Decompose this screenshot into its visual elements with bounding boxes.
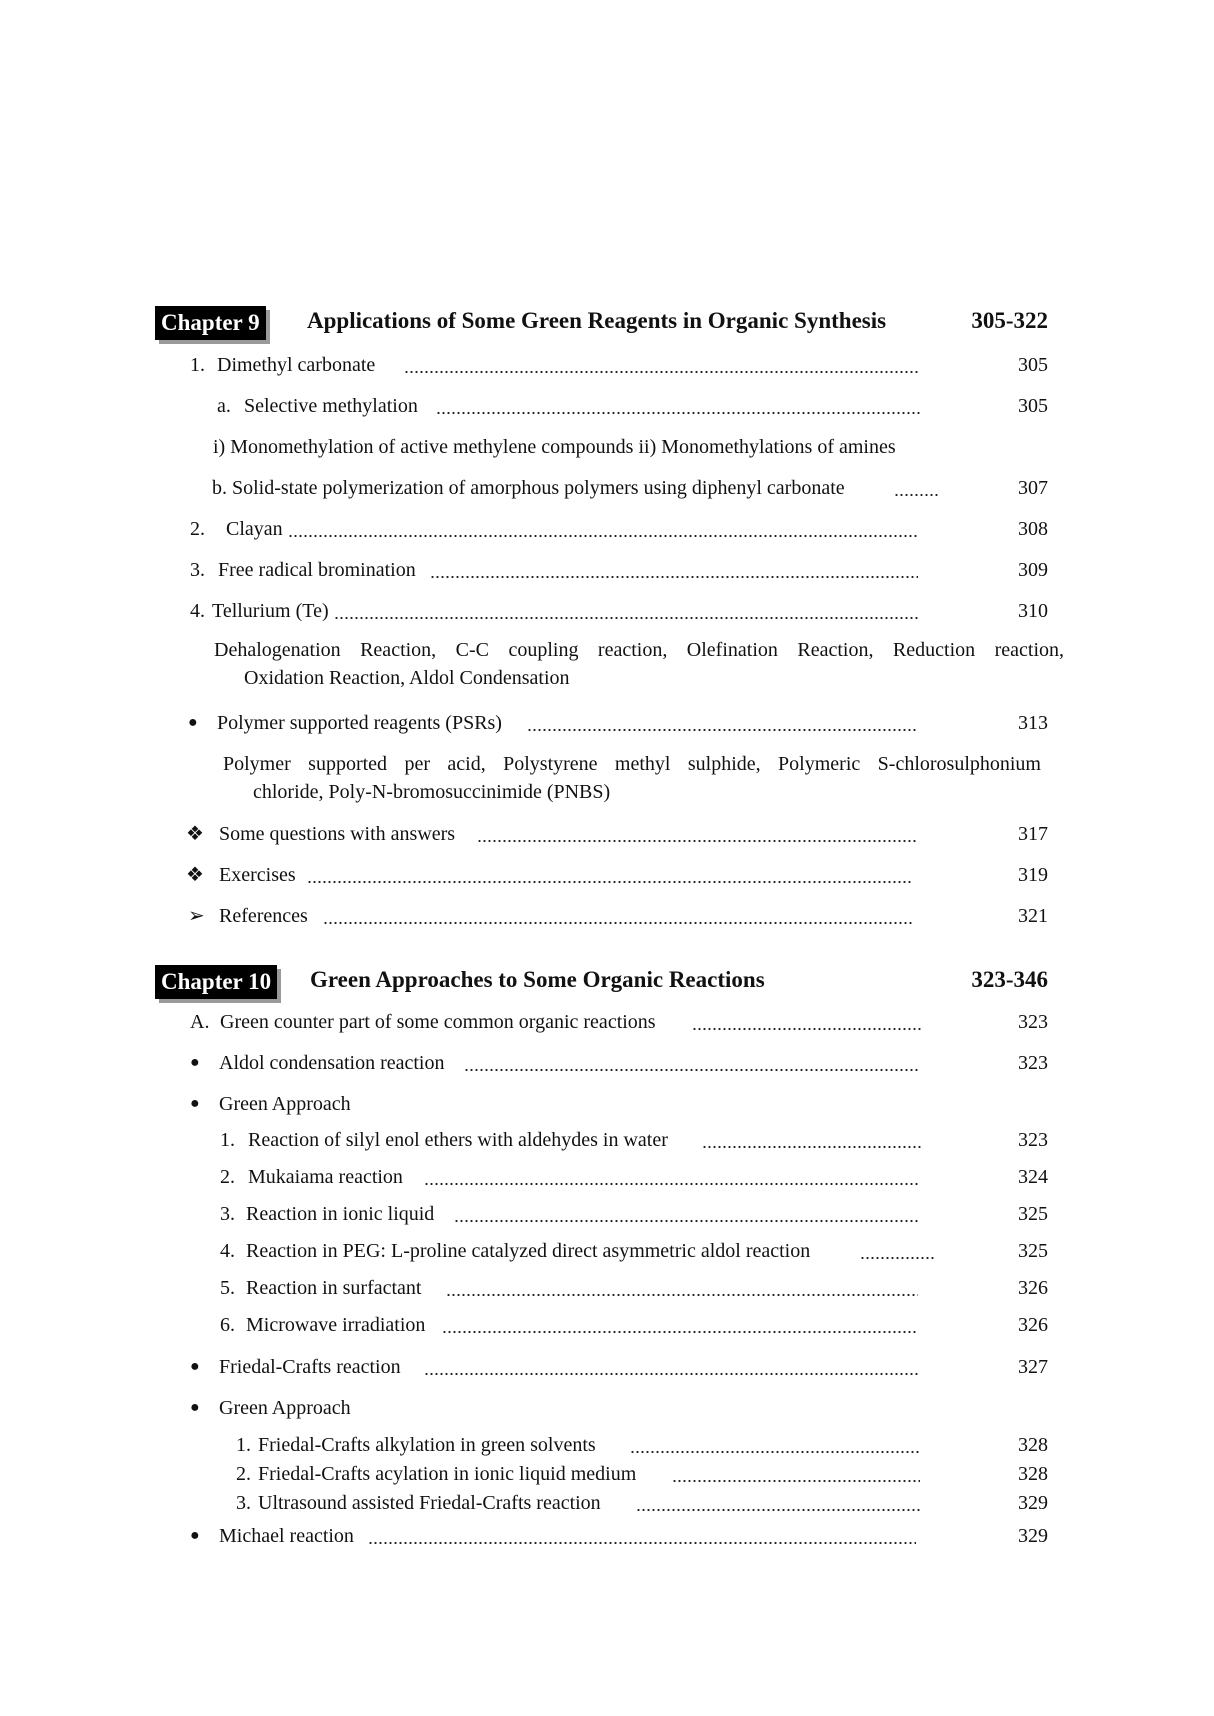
bullet-icon: ● bbox=[190, 1527, 200, 1544]
entry-page: 327 bbox=[1018, 1356, 1048, 1378]
dot-leader bbox=[672, 1460, 920, 1484]
dot-leader bbox=[307, 861, 912, 885]
entry-title: Green Approach bbox=[219, 1093, 351, 1115]
entry-page: 324 bbox=[1018, 1166, 1048, 1188]
dot-leader bbox=[368, 1522, 916, 1546]
toc-entry[interactable] bbox=[190, 1090, 590, 1118]
dot-leader bbox=[446, 1274, 918, 1298]
toc-entry[interactable]: 5. Reaction in surfactant 326 bbox=[220, 1274, 1048, 1302]
entry-title: Friedal-Crafts alkylation in green solvents bbox=[258, 1434, 596, 1456]
entry-page: 325 bbox=[1018, 1203, 1048, 1225]
entry-title: b. Solid-state polymerization of amorphous polymers using diphenyl carbonate bbox=[212, 477, 845, 499]
toc-description: Polymer supported per acid, Polystyrene methyl sulphide, Polymeric S-chlorosulphonium chloride, Poly-N-bromosuccinimide (PNBS) bbox=[223, 753, 1041, 803]
dot-leader bbox=[442, 1311, 918, 1335]
toc-entry[interactable] bbox=[190, 709, 1048, 737]
toc-entry[interactable] bbox=[190, 1049, 1048, 1077]
toc-description: Dehalogenation Reaction, C-C coupling reaction, Olefination Reaction, Reduction reaction, Oxidation Reaction, Aldol Condensation bbox=[214, 639, 1064, 689]
entry-title: Mukaiama reaction bbox=[248, 1166, 403, 1188]
entry-title: Some questions with answers bbox=[219, 823, 456, 845]
entry-page: 328 bbox=[1018, 1434, 1048, 1456]
entry-title: Selective methylation bbox=[244, 395, 418, 417]
entry-page: 329 bbox=[1018, 1525, 1048, 1547]
chapter-badge: Chapter 9 bbox=[155, 306, 266, 340]
toc-entry[interactable] bbox=[212, 474, 1048, 502]
entry-title: Reaction in ionic liquid bbox=[246, 1203, 435, 1225]
entry-page: 323 bbox=[1018, 1129, 1048, 1151]
toc-entry[interactable]: 2. Friedal-Crafts acylation in ionic liquid medium 328 bbox=[236, 1460, 1048, 1488]
chapter-10-header bbox=[0, 965, 1214, 1005]
diamond-bullet-icon: ❖ bbox=[186, 864, 204, 886]
dot-leader bbox=[477, 820, 917, 844]
entry-page: 326 bbox=[1018, 1314, 1048, 1336]
entry-page: 326 bbox=[1018, 1277, 1048, 1299]
dot-leader bbox=[424, 1163, 918, 1187]
toc-entry[interactable] bbox=[188, 902, 1048, 930]
dot-leader bbox=[436, 392, 920, 416]
entry-title: Reaction in PEG: L-proline catalyzed direct asymmetric aldol reaction bbox=[246, 1240, 811, 1262]
entry-title: References bbox=[219, 905, 308, 927]
toc-entry[interactable]: 1. Reaction of silyl enol ethers with aldehydes in water 323 bbox=[220, 1126, 1048, 1154]
entry-page: 309 bbox=[1018, 559, 1048, 581]
toc-entry[interactable]: 2. Clayan 308 bbox=[190, 515, 1048, 543]
entry-title: Reaction of silyl enol ethers with aldehydes in water bbox=[248, 1129, 668, 1151]
entry-page: 305 bbox=[1018, 395, 1048, 417]
chapter-title: Applications of Some Green Reagents in Organic Synthesis bbox=[307, 308, 887, 333]
toc-entry[interactable]: a. Selective methylation 305 bbox=[217, 392, 1048, 420]
dot-leader bbox=[323, 902, 913, 926]
dot-leader bbox=[288, 515, 918, 539]
toc-entry[interactable]: 4. Tellurium (Te) 310 bbox=[190, 597, 1048, 625]
dot-leader bbox=[894, 474, 940, 498]
toc-entry[interactable] bbox=[186, 861, 1048, 889]
entry-page: 313 bbox=[1018, 712, 1048, 734]
entry-page: 323 bbox=[1018, 1052, 1048, 1074]
dot-leader bbox=[404, 351, 918, 375]
entry-page: 310 bbox=[1018, 600, 1048, 622]
dot-leader bbox=[692, 1008, 922, 1032]
dot-leader bbox=[630, 1431, 920, 1455]
entry-title: Michael reaction bbox=[219, 1525, 354, 1547]
dot-leader bbox=[464, 1049, 918, 1073]
entry-title: Tellurium (Te) bbox=[212, 600, 329, 622]
toc-entry[interactable]: 3. Free radical bromination 309 bbox=[190, 556, 1048, 584]
entry-title: Green counter part of some common organic reactions bbox=[220, 1011, 656, 1033]
toc-entry[interactable] bbox=[190, 1522, 1048, 1550]
entry-title: Dimethyl carbonate bbox=[217, 354, 376, 376]
toc-entry[interactable]: 4. Reaction in PEG: L-proline catalyzed direct asymmetric aldol reaction 325 bbox=[220, 1237, 1048, 1265]
bullet-icon: ● bbox=[190, 1358, 200, 1375]
chapter-badge: Chapter 10 bbox=[155, 965, 277, 999]
entry-title: Exercises bbox=[219, 864, 296, 886]
entry-title: Friedal-Crafts acylation in ionic liquid medium bbox=[258, 1463, 637, 1485]
entry-page: 317 bbox=[1018, 823, 1048, 845]
toc-entry[interactable]: 1. Dimethyl carbonate 305 bbox=[190, 351, 1048, 379]
bullet-icon: ● bbox=[190, 1399, 200, 1416]
entry-title: Polymer supported reagents (PSRs) bbox=[217, 712, 502, 734]
toc-entry[interactable]: 2. Mukaiama reaction 324 bbox=[220, 1163, 1048, 1191]
entry-title: Ultrasound assisted Friedal-Crafts reaction bbox=[258, 1492, 601, 1514]
entry-page: 308 bbox=[1018, 518, 1048, 540]
arrow-bullet-icon: ➢ bbox=[188, 905, 205, 927]
dot-leader bbox=[527, 709, 917, 733]
chapter-9-header bbox=[0, 306, 1214, 346]
bullet-icon: ● bbox=[190, 1095, 200, 1112]
bullet-icon: ● bbox=[190, 1054, 200, 1071]
dot-leader bbox=[860, 1237, 934, 1261]
entry-page: 305 bbox=[1018, 354, 1048, 376]
entry-title: Green Approach bbox=[219, 1397, 351, 1419]
chapter-page-range: 323-346 bbox=[971, 967, 1048, 992]
dot-leader bbox=[424, 1353, 918, 1377]
dot-leader bbox=[334, 597, 918, 621]
toc-entry[interactable] bbox=[190, 1394, 590, 1422]
entry-page: 321 bbox=[1018, 905, 1048, 927]
toc-entry[interactable]: 3. Ultrasound assisted Friedal-Crafts reaction 329 bbox=[236, 1489, 1048, 1517]
toc-entry[interactable] bbox=[190, 1353, 1048, 1381]
toc-entry[interactable]: 6. Microwave irradiation 326 bbox=[220, 1311, 1048, 1339]
entry-title: Free radical bromination bbox=[218, 559, 416, 581]
toc-subtopics: i) Monomethylation of active methylene compounds ii) Monomethylations of amines bbox=[213, 436, 896, 458]
entry-page: 307 bbox=[1018, 477, 1048, 499]
entry-page: 323 bbox=[1018, 1011, 1048, 1033]
entry-page: 325 bbox=[1018, 1240, 1048, 1262]
entry-page: 319 bbox=[1018, 864, 1048, 886]
bullet-icon: ● bbox=[188, 714, 198, 731]
entry-title: Clayan bbox=[226, 518, 283, 540]
dot-leader bbox=[430, 556, 918, 580]
entry-page: 328 bbox=[1018, 1463, 1048, 1485]
chapter-title: Green Approaches to Some Organic Reactions bbox=[310, 967, 765, 992]
dot-leader bbox=[702, 1126, 922, 1150]
entry-title: Friedal-Crafts reaction bbox=[219, 1356, 401, 1378]
diamond-bullet-icon: ❖ bbox=[186, 823, 204, 845]
toc-entry[interactable]: 1. Friedal-Crafts alkylation in green solvents 328 bbox=[236, 1431, 1048, 1459]
chapter-page-range: 305-322 bbox=[971, 308, 1048, 333]
entry-page: 329 bbox=[1018, 1492, 1048, 1514]
entry-title: Aldol condensation reaction bbox=[219, 1052, 445, 1074]
entry-title: Microwave irradiation bbox=[246, 1314, 426, 1336]
toc-entry[interactable]: A. Green counter part of some common organic reactions 323 bbox=[190, 1008, 1048, 1036]
toc-entry[interactable]: 3. Reaction in ionic liquid 325 bbox=[220, 1200, 1048, 1228]
entry-title: Reaction in surfactant bbox=[246, 1277, 422, 1299]
toc-entry[interactable] bbox=[186, 820, 1048, 848]
dot-leader bbox=[454, 1200, 918, 1224]
dot-leader bbox=[636, 1489, 920, 1513]
